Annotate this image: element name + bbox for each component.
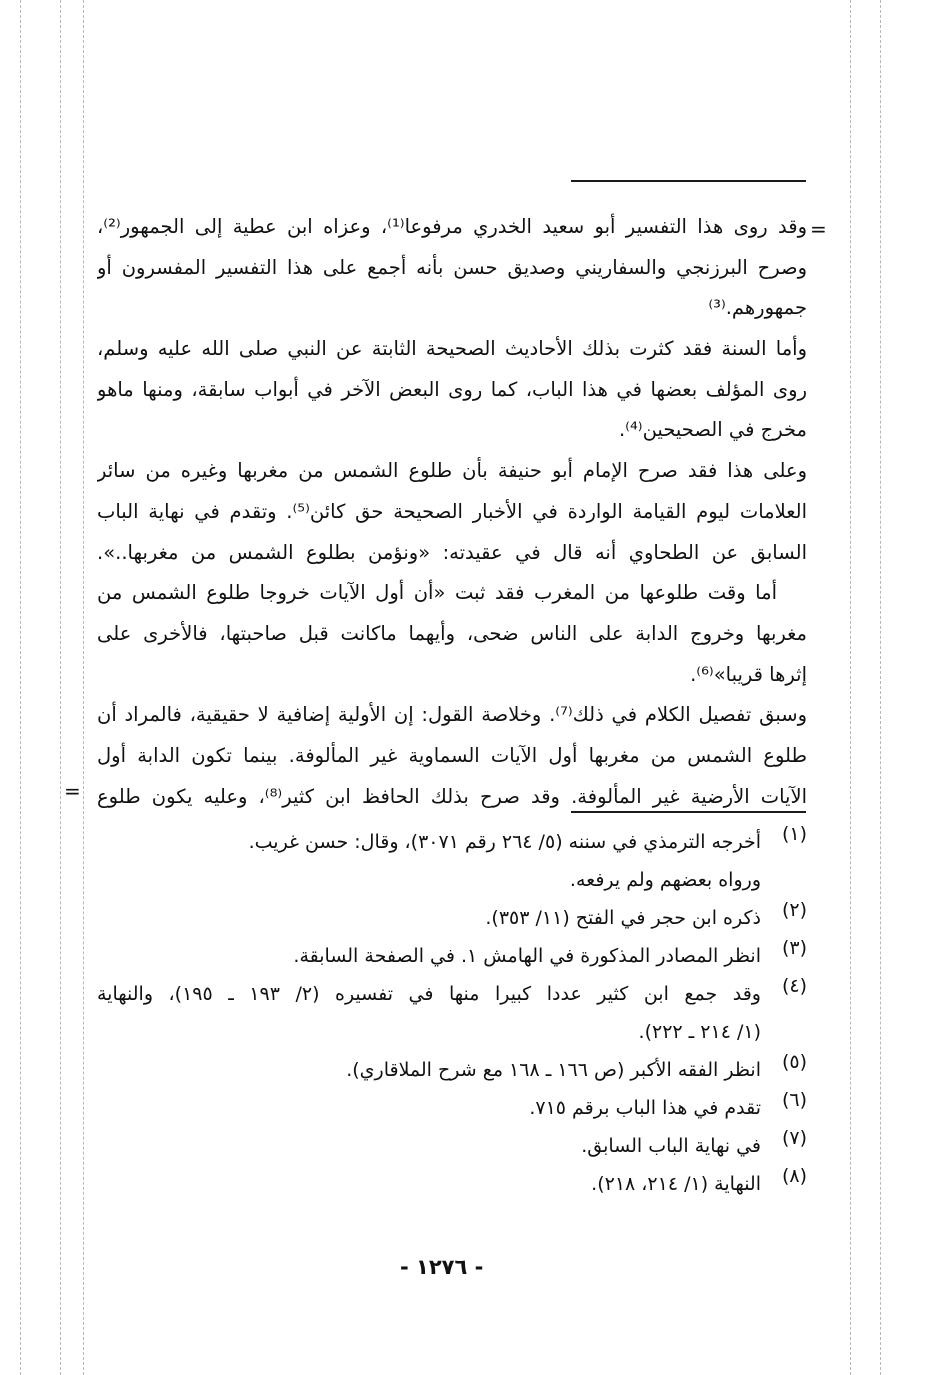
footnote: [97, 975, 807, 1051]
footnote-line: ذكره ابن حجر في الفتح (١١/ ٣٥٣).: [485, 907, 761, 929]
footnote-line: في نهاية الباب السابق.: [581, 1135, 761, 1157]
body-line: جمهورهم.⁽³⁾: [708, 296, 807, 320]
scan-artifact-line: [850, 0, 851, 1375]
footnote-line: وقد جمع ابن كثير عددا كبيرا منها في تفسيره (٢/ ١٩٣ ـ ١٩٥)، والنهاية: [97, 983, 761, 1005]
footnote-line: تقدم في هذا الباب برقم ٧١٥.: [529, 1097, 761, 1119]
footnote: [97, 823, 807, 899]
body-line: وأما السنة فقد كثرت بذلك الأحاديث الصحيحة الثابتة عن النبي صلى الله عليه وسلم،: [97, 337, 807, 361]
body-line: أما وقت طلوعها من المغرب فقد ثبت «أن أول الآيات خروجا طلوع الشمس من: [97, 581, 777, 605]
body-line: طلوع الشمس من مغربها أول الآيات السماوية غير المألوفة. بينما تكون الدابة أول: [97, 743, 807, 767]
footnote-number: (١): [781, 823, 807, 845]
body-line: وقد روى هذا التفسير أبو سعيد الخدري مرفوعا⁽¹⁾، وعزاه ابن عطية إلى الجمهور⁽²⁾،: [97, 215, 807, 238]
scan-artifact-line: [880, 0, 881, 1375]
footnote-number: (٥): [781, 1051, 807, 1073]
footnote: [97, 1127, 807, 1165]
footnotes: [97, 823, 807, 1203]
footnote-number: (٢): [781, 899, 807, 921]
body-line: روى المؤلف بعضها في هذا الباب، كما روى البعض الآخر في أبواب سابقة، ومنها ماهو: [97, 377, 807, 401]
footnote-number: (٧): [781, 1127, 807, 1149]
footnote-separator-rule: [571, 811, 806, 813]
footnote: [97, 1051, 807, 1089]
footnote-body: [97, 823, 761, 899]
footnote-number: (٣): [781, 937, 807, 959]
footnote: [97, 1089, 807, 1127]
footnote-line: انظر الفقه الأكبر (ص ١٦٦ ـ ١٦٨ مع شرح الملاقاري).: [346, 1059, 761, 1081]
body-line: وعلى هذا فقد صرح الإمام أبو حنيفة بأن طلوع الشمس من مغربها وغيره من سائر: [97, 459, 807, 483]
page-number: - ١٢٧٦ -: [400, 1255, 484, 1279]
footnote-line: أخرجه الترمذي في سننه (٥/ ٢٦٤ رقم ٣٠٧١)، وقال: حسن غريب.: [248, 831, 761, 853]
footnote-body: [97, 975, 761, 1051]
body-line: وسبق تفصيل الكلام في ذلك⁽⁷⁾. وخلاصة القول: إن الأولية إضافية لا حقيقية، فالمراد أن: [97, 703, 807, 727]
footnote-number: (٨): [781, 1165, 807, 1187]
scan-artifact-line: [20, 0, 21, 1375]
footnote-line: انظر المصادر المذكورة في الهامش ١. في الصفحة السابقة.: [293, 945, 761, 967]
continuation-marker-end: =: [64, 779, 81, 803]
continuation-marker-start: =: [810, 217, 827, 241]
body-line: السابق عن الطحاوي أنه قال في عقيدته: «ونؤمن بطلوع الشمس من مغربها..».: [97, 540, 807, 564]
footnote-body: [97, 1089, 761, 1127]
body-line: وصرح البرزنجي والسفاريني وصديق حسن بأنه أجمع على هذا التفسير المفسرون أو: [97, 255, 807, 279]
top-separator-rule: [571, 180, 806, 182]
footnote-body: [97, 1165, 761, 1203]
scan-artifact-line: [60, 0, 61, 1375]
body-line: إثرها قريبا»⁽⁶⁾.: [690, 662, 807, 686]
body-line: مخرج في الصحيحين⁽⁴⁾.: [618, 418, 807, 442]
body-line: مغربها وخروج الدابة على الناس ضحى، وأيهما ماكانت قبل صاحبتها، فالأخرى على: [97, 621, 807, 645]
body-line: الآيات الأرضية غير المألوفة. وقد صرح بذلك الحافظ ابن كثير⁽⁸⁾، وعليه يكون طلوع: [97, 784, 807, 808]
footnote-body: [97, 899, 761, 937]
footnote-body: [97, 1051, 761, 1089]
footnote-line: النهاية (١/ ٢١٤، ٢١٨).: [591, 1173, 761, 1195]
footnote-line: (١/ ٢١٤ ـ ٢٢٢).: [638, 1021, 761, 1043]
footnote-body: [97, 937, 761, 975]
body-text: [97, 207, 807, 817]
footnote-line: ورواه بعضهم ولم يرفعه.: [569, 869, 761, 891]
footnote: [97, 937, 807, 975]
footnote: [97, 1165, 807, 1203]
footnote-number: (٤): [781, 975, 807, 997]
footnote-number: (٦): [781, 1089, 807, 1111]
scan-artifact-line: [83, 0, 84, 1375]
footnote-body: [97, 1127, 761, 1165]
body-line: العلامات ليوم القيامة الواردة في الأخبار الصحيحة حق كائن⁽⁵⁾. وتقدم في نهاية الباب: [97, 499, 807, 523]
footnote: [97, 899, 807, 937]
